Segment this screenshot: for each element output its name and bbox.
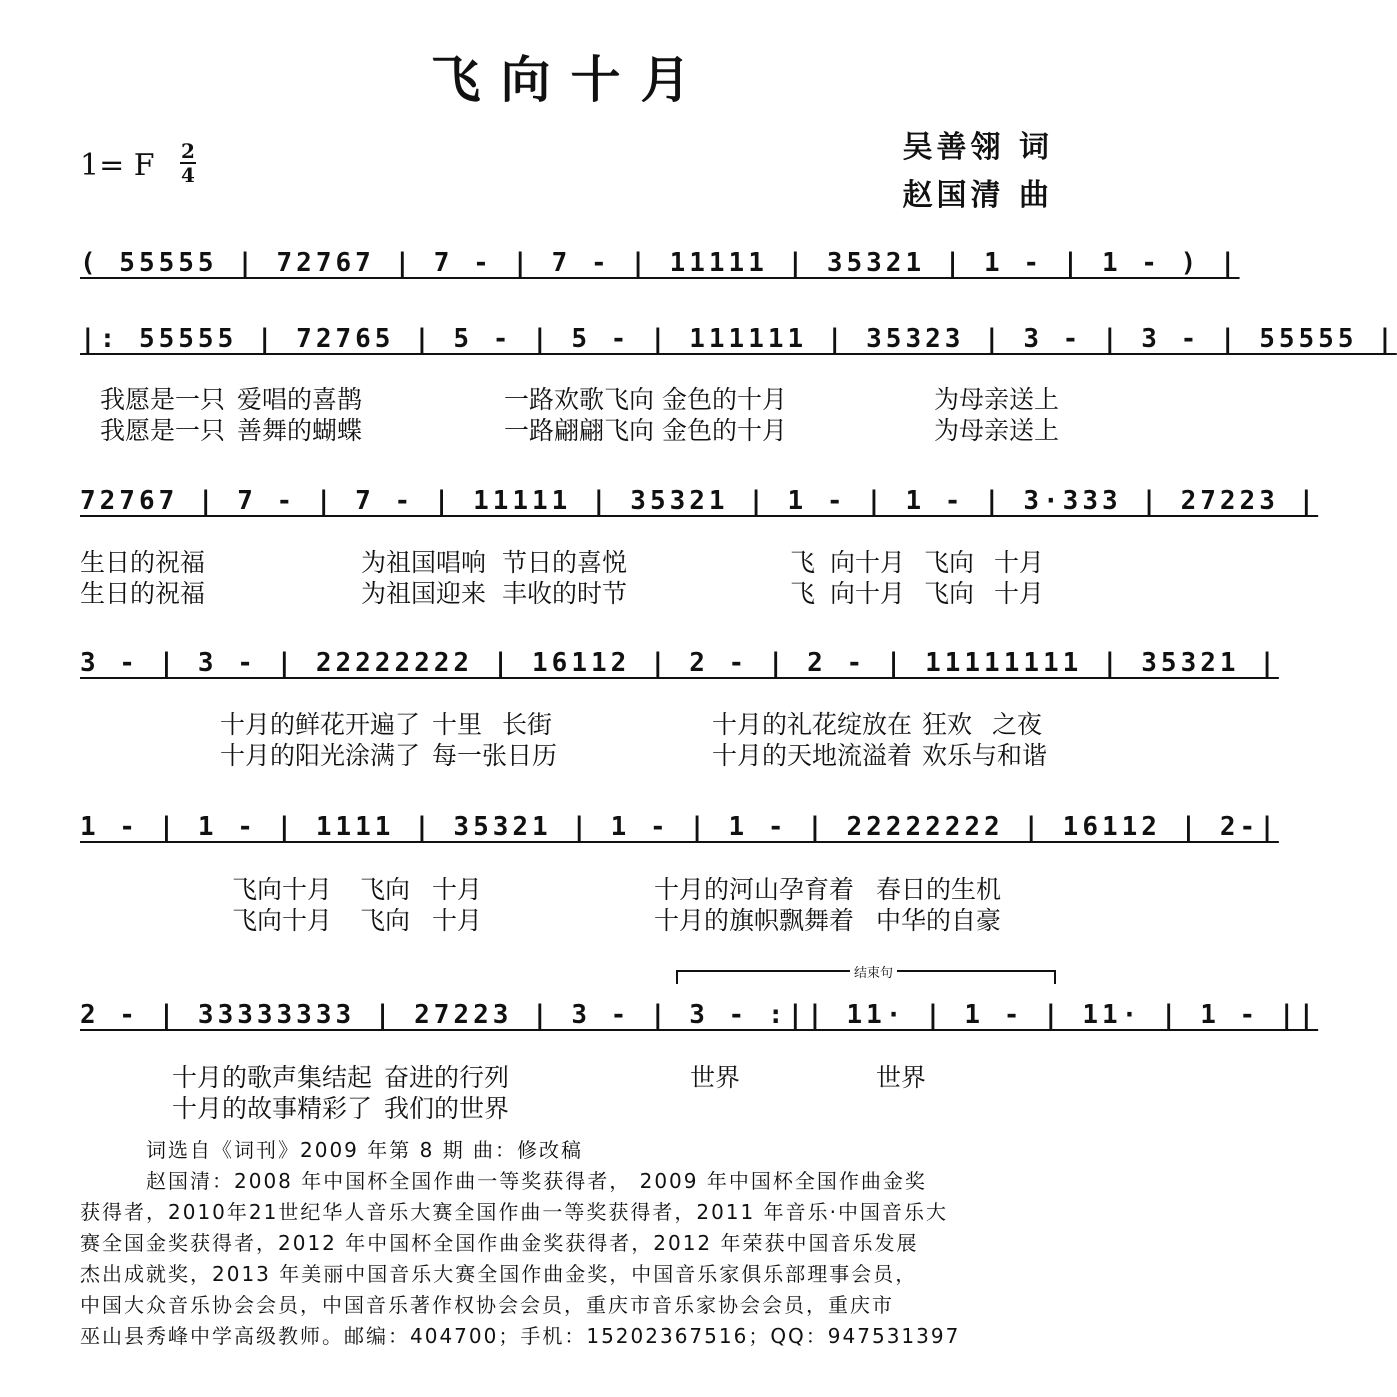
bio-line: 中国大众音乐协会会员，中国音乐著作权协会会员，重庆市音乐家协会会员，重庆市 <box>80 1293 894 1317</box>
lyric: 为祖国唱响 <box>361 548 487 577</box>
lyric: 丰收的时节 <box>502 579 628 608</box>
bio-line: 巫山县秀峰中学高级教师。邮编：404700；手机：15202367516；QQ：947531397 <box>80 1324 961 1348</box>
song-title: 飞向十月 <box>430 50 711 109</box>
staff-row-5: 2 - | 33333333 | 27223 | 3 - | 3 - :|| 11· | 1 - | 11· | 1 - || <box>80 1000 1319 1030</box>
lyric: 飞向十月 <box>232 875 333 904</box>
lyricist-credit: 吴善翎 词 <box>902 130 1053 165</box>
bio-line: 杰出成就奖，2013 年美丽中国音乐大赛全国作曲金奖，中国音乐家俱乐部理事会员， <box>80 1262 918 1286</box>
lyric: 为祖国迎来 <box>361 579 487 608</box>
lyric: 十月的阳光涂满了 <box>220 741 421 770</box>
lyric: 飞向 <box>924 579 975 608</box>
staff-row-2: 72767 | 7 - | 7 - | 11111 | 35321 | 1 - | 1 - | 3·333 | 27223 | <box>80 486 1319 516</box>
lyric: 飞 <box>790 548 816 577</box>
lyric: 生日的祝福 <box>80 548 206 577</box>
key-signature: 1= F <box>80 148 155 183</box>
lyric: 十月的鲜花开遍了 <box>220 710 421 739</box>
lyric: 金色的十月 <box>662 416 788 445</box>
composer-credit: 赵国清 曲 <box>902 178 1053 213</box>
bio-line: 获得者，2010年21世纪华人音乐大赛全国作曲一等奖获得者，2011 年音乐·中国音乐大 <box>80 1200 948 1224</box>
lyric: 节日的喜悦 <box>502 548 628 577</box>
lyric: 向十月 <box>830 579 906 608</box>
lyric: 我愿是一只 <box>100 416 226 445</box>
staff-row-4: 1 - | 1 - | 1111 | 35321 | 1 - | 1 - | 22222222 | 16112 | 2-| <box>80 812 1279 842</box>
lyric: 春日的生机 <box>876 875 1002 904</box>
lyric: 善舞的蝴蝶 <box>237 416 363 445</box>
lyric: 奋进的行列 <box>384 1063 510 1092</box>
lyric: 为母亲送上 <box>934 385 1060 414</box>
lyric: 飞 <box>790 579 816 608</box>
lyric: 向十月 <box>830 548 906 577</box>
lyric: 飞向十月 <box>232 906 333 935</box>
time-numerator: 2 <box>181 139 195 163</box>
lyric: 金色的十月 <box>662 385 788 414</box>
source-note: 词选自《词刊》2009 年第 8 期 曲：修改稿 <box>146 1138 584 1162</box>
lyric: 每一张日历 <box>432 741 558 770</box>
lyric: 狂欢 <box>922 710 973 739</box>
lyric: 生日的祝福 <box>80 579 206 608</box>
lyric: 十月 <box>432 906 483 935</box>
ending-label: 结束句 <box>850 962 897 981</box>
lyric: 十月的河山孕育着 <box>654 875 855 904</box>
lyric: 十月的歌声集结起 <box>172 1063 373 1092</box>
bio-line: 赛全国金奖获得者，2012 年中国杯全国作曲金奖获得者，2012 年荣获中国音乐发展 <box>80 1231 919 1255</box>
lyric: 一路翩翩飞向 <box>504 416 655 445</box>
staff-row-1: |: 55555 | 72765 | 5 - | 5 - | 111111 | 35323 | 3 - | 3 - | 55555 | <box>80 324 1397 354</box>
lyric: 长街 <box>502 710 553 739</box>
lyric: 世界 <box>876 1063 927 1092</box>
lyric: 十月 <box>994 548 1045 577</box>
lyric: 飞向 <box>360 906 411 935</box>
time-signature <box>180 140 196 186</box>
lyric: 十月的旗帜飘舞着 <box>654 906 855 935</box>
lyric: 世界 <box>690 1063 741 1092</box>
lyric: 欢乐与和谐 <box>922 741 1048 770</box>
lyric: 十月 <box>994 579 1045 608</box>
lyric: 飞向 <box>924 548 975 577</box>
bio-line: 赵国清：2008 年中国杯全国作曲一等奖获得者， 2009 年中国杯全国作曲金奖 <box>146 1169 927 1193</box>
lyric: 飞向 <box>360 875 411 904</box>
lyric: 为母亲送上 <box>934 416 1060 445</box>
lyric: 一路欢歌飞向 <box>504 385 655 414</box>
lyric: 十月 <box>432 875 483 904</box>
lyric: 十月的故事精彩了 <box>172 1094 373 1123</box>
lyric: 中华的自豪 <box>876 906 1002 935</box>
time-denominator: 4 <box>181 163 195 187</box>
lyric: 十里 <box>432 710 483 739</box>
lyric: 十月的礼花绽放在 <box>712 710 913 739</box>
staff-row-intro: ( 55555 | 72767 | 7 - | 7 - | 11111 | 35321 | 1 - | 1 - ) | <box>80 248 1240 278</box>
staff-row-3: 3 - | 3 - | 22222222 | 16112 | 2 - | 2 - | 11111111 | 35321 | <box>80 648 1279 678</box>
lyric: 十月的天地流溢着 <box>712 741 913 770</box>
lyric: 之夜 <box>992 710 1043 739</box>
lyric: 我们的世界 <box>384 1094 510 1123</box>
lyric: 爱唱的喜鹊 <box>237 385 363 414</box>
lyric: 我愿是一只 <box>100 385 226 414</box>
